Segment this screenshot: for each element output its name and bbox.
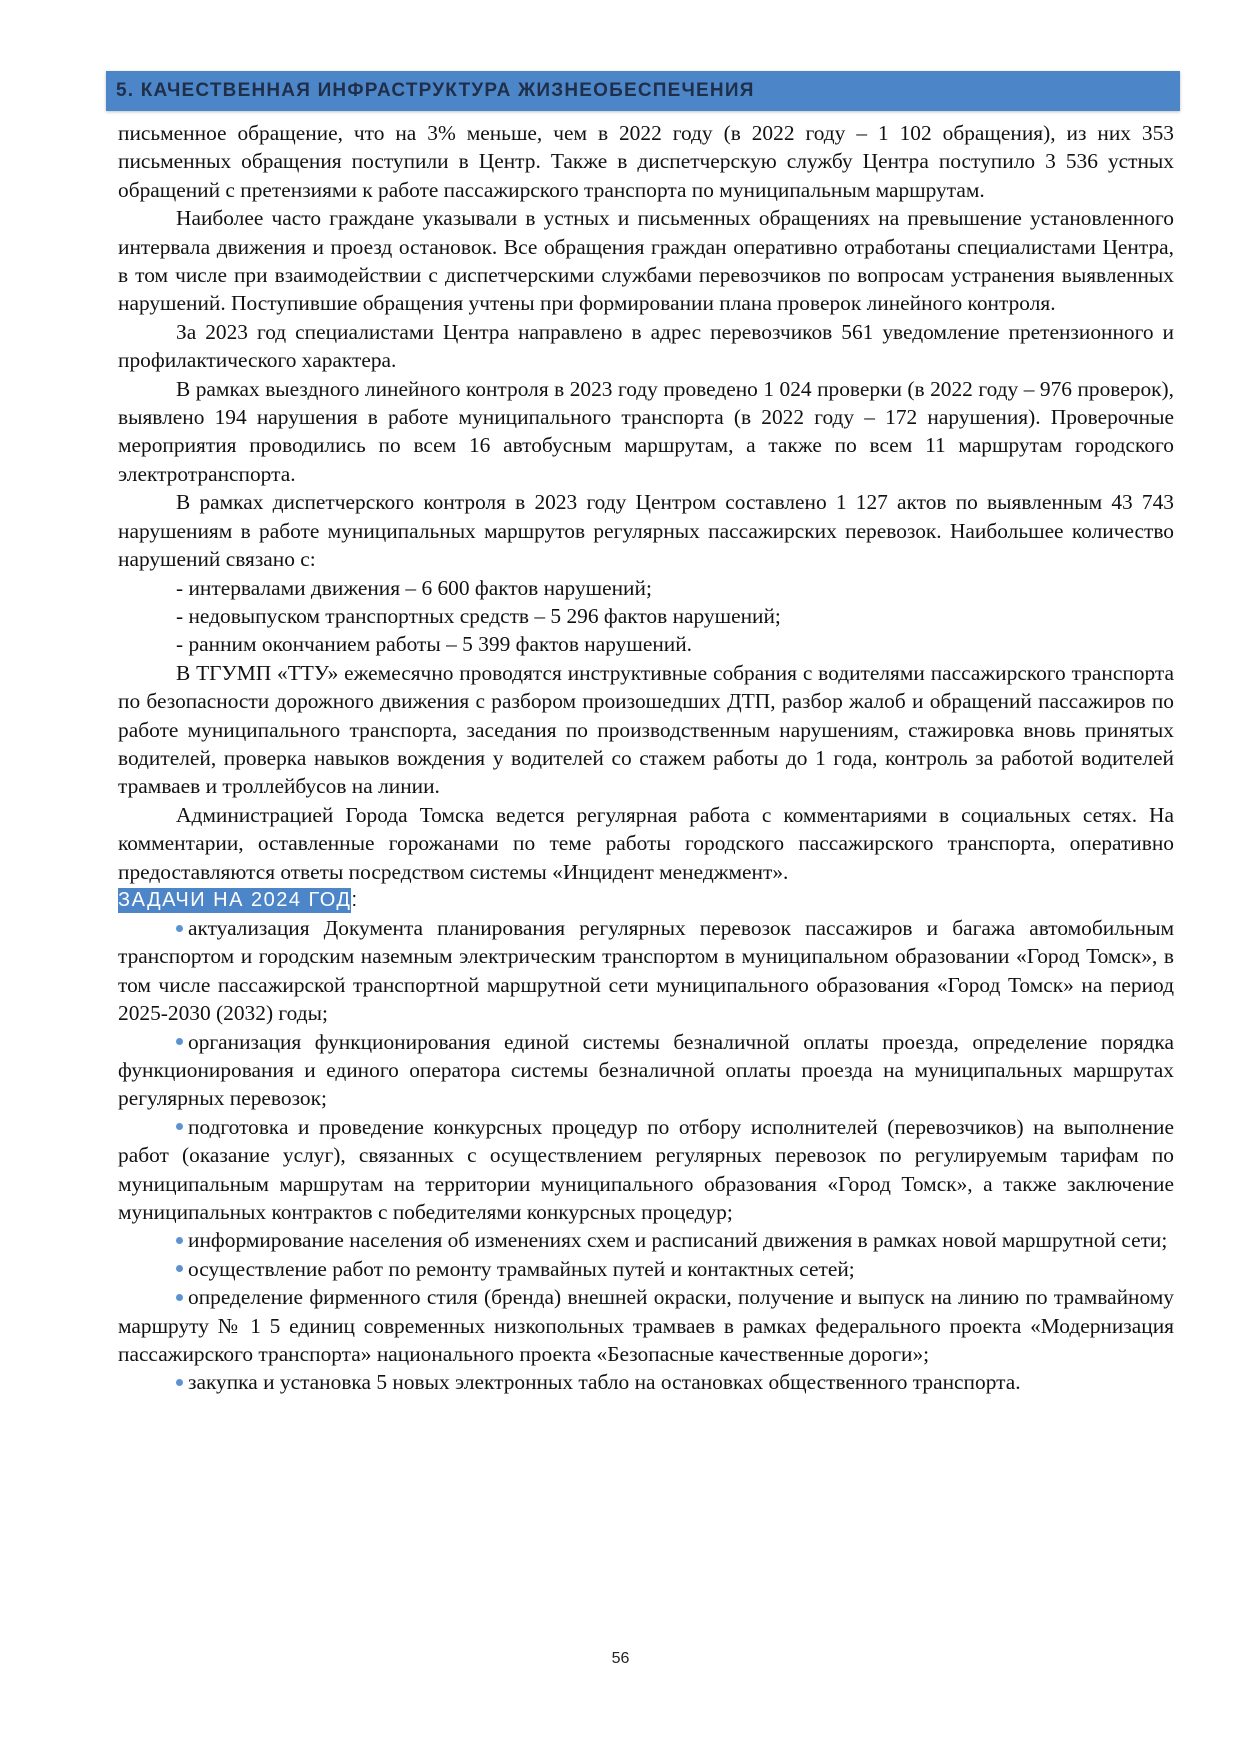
bullet-icon <box>176 1379 183 1386</box>
tasks-heading <box>118 886 1174 914</box>
page-number: 56 <box>611 1650 630 1667</box>
tasks-heading-label: ЗАДАЧИ НА 2024 ГОД <box>118 888 352 911</box>
paragraph-complaints: письменное обращение, что на 3% меньше, чем в 2022 году (в 2022 году – 1 102 обращения), из них 353 письменных обращения поступили в Центр. Также в диспетчерскую службу Центра поступило 3 536 устных обращений с претензиями к работе пассажирского транспорта по муниципальным маршрутам. <box>118 121 1174 202</box>
task-item-text: актуализация Документа планирования регулярных перевозок пассажиров и багажа автомобильным транспортом и городским наземным электрическим транспортом в муниципальном образовании «Город Томск», в том числе пассажирской транспортной маршрутной сети муниципального образования «Город Томск» на период 2025-2030 (2032) годы; <box>118 915 1174 1026</box>
violation-item: - ранним окончанием работы – 5 399 фактов нарушений. <box>176 632 693 657</box>
task-item-text: информирование населения об изменениях схем и расписаний движения в рамках новой маршрутной сети; <box>188 1228 1168 1253</box>
bullet-icon <box>176 1294 183 1301</box>
task-item-text: организация функционирования единой системы безналичной оплаты проезда, определение порядка функционирования и единого оператора системы безналичной оплаты проезда на муниципальных маршрутах регулярных перевозок; <box>118 1029 1174 1111</box>
bullet-icon <box>176 1038 183 1045</box>
paragraph-social-media: Администрацией Города Томска ведется регулярная работа с комментариями в социальных сетях. На комментарии, оставленные горожанами по теме работы городского пассажирского транспорта, оперативно предоставляются ответы посредством системы «Инцидент менеджмент». <box>118 802 1174 884</box>
task-item <box>118 1113 1174 1227</box>
violation-item: - интервалами движения – 6 600 фактов нарушений; <box>176 575 652 600</box>
task-item <box>118 1255 1174 1283</box>
task-item-text: закупка и установка 5 новых электронных табло на остановках общественного транспорта. <box>188 1370 1021 1395</box>
section-header-bar <box>106 71 1180 111</box>
tasks-heading-colon: : <box>351 888 359 911</box>
violation-item: - недовыпуском транспортных средств – 5 296 фактов нарушений; <box>176 603 781 628</box>
paragraph-driver-briefings: В ТГУМП «ТТУ» ежемесячно проводятся инструктивные собрания с водителями пассажирского транспорта по безопасности дорожного движения с разбором произошедших ДТП, разбор жалоб и обращений пассажиров по работе муниципального транспорта, заседания по производственным нарушениям, стажировка вновь принятых водителей, проверка навыков вождения у водителей со стажем работы до 1 года, контроль за работой водителей трамваев и троллейбусов на линии. <box>118 660 1174 799</box>
task-item <box>118 914 1174 1028</box>
task-item-text: определение фирменного стиля (бренда) внешней окраски, получение и выпуск на линию по трамвайному маршруту № 1 5 единиц современных низкопольных трамваев в рамках федерального проекта «Модернизация пассажирского транспорта» национального проекта «Безопасные качественные дороги»; <box>118 1285 1174 1367</box>
paragraph-dispatch-control: В рамках диспетчерского контроля в 2023 году Центром составлено 1 127 актов по выявленным 43 743 нарушениям в работе муниципальных маршрутов регулярных пассажирских перевозок. Наибольшее количество нарушений связано с: <box>118 490 1174 572</box>
paragraph-complaint-topics: Наиболее часто граждане указывали в устных и письменных обращениях на превышение установленного интервала движения и проезд остановок. Все обращения граждан оперативно отработаны специалистами Центра, в том числе при взаимодействии с диспетчерскими службами перевозчиков по вопросам устранения выявленных нарушений. Поступившие обращения учтены при формировании плана проверок линейного контроля. <box>118 206 1174 316</box>
bullet-icon <box>176 1265 183 1272</box>
task-item <box>118 1283 1174 1368</box>
paragraph-notifications: За 2023 год специалистами Центра направлено в адрес перевозчиков 561 уведомление претензионного и профилактического характера. <box>118 319 1174 373</box>
task-item-text: подготовка и проведение конкурсных процедур по отбору исполнителей (перевозчиков) на выполнение работ (оказание услуг), связанных с осуществлением регулярных перевозок по регулируемым тарифам по муниципальным маршрутам на территории муниципального образования «Город Томск», а также заключение муниципальных контрактов с победителями конкурсных процедур; <box>118 1114 1174 1225</box>
task-item <box>118 1368 1174 1396</box>
section-title: 5. КАЧЕСТВЕННАЯ ИНФРАСТРУКТУРА ЖИЗНЕОБЕСПЕЧЕНИЯ <box>116 80 755 101</box>
task-item <box>118 1028 1174 1113</box>
bullet-icon <box>176 925 183 932</box>
paragraph-line-control: В рамках выездного линейного контроля в 2023 году проведено 1 024 проверки (в 2022 году – 976 проверок), выявлено 194 нарушения в работе муниципального транспорта (в 2022 году – 172 нарушения). Проверочные мероприятия проводились по всем 16 автобусным маршрутам, а также по всем 11 маршрутам городского электротранспорта. <box>118 376 1174 486</box>
task-item-text: осуществление работ по ремонту трамвайных путей и контактных сетей; <box>188 1256 855 1281</box>
task-item <box>118 1226 1174 1254</box>
page-content <box>118 119 1174 1397</box>
bullet-icon <box>176 1237 183 1244</box>
bullet-icon <box>176 1123 183 1130</box>
